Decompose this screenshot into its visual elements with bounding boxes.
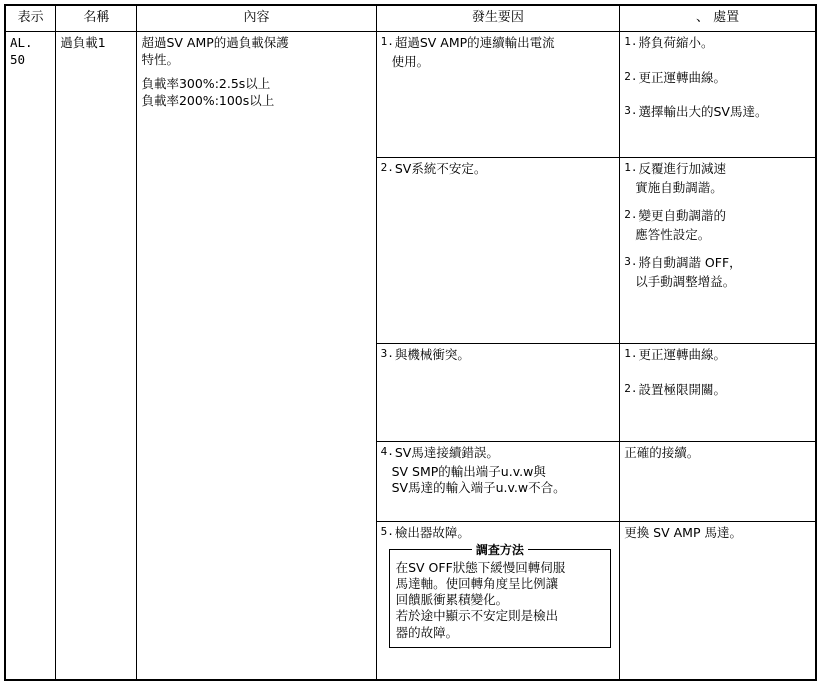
content-line-2: 特性。 bbox=[141, 51, 179, 67]
action-text: 將自動調諧 OFF， bbox=[638, 255, 742, 270]
table-body bbox=[5, 32, 816, 681]
action-number: 1. bbox=[624, 161, 638, 174]
action-text: 將負荷縮小。 bbox=[638, 35, 714, 50]
action-number: 1. bbox=[624, 347, 638, 360]
table-header bbox=[5, 5, 816, 32]
cell-action bbox=[620, 32, 816, 158]
action-number: 2. bbox=[624, 381, 638, 395]
cause-number: 4. bbox=[380, 445, 394, 458]
cell-alarm-name: 過負載1 bbox=[56, 32, 137, 681]
investigation-line: 器的故障。 bbox=[395, 624, 459, 640]
cell-cause bbox=[376, 442, 620, 522]
cause-text: 與機械衝突。 bbox=[394, 347, 470, 362]
cause-text: SV馬達接續錯誤。 bbox=[394, 445, 499, 460]
action-number: 1. bbox=[624, 35, 638, 48]
investigation-line: 馬達軸。使回轉角度呈比例讓 bbox=[395, 575, 559, 591]
investigation-line: 回饋脈衝累積變化。 bbox=[395, 592, 509, 607]
cause-text: SV系統不安定。 bbox=[394, 161, 487, 176]
action-number: 3. bbox=[624, 255, 638, 268]
action-text: 選擇輸出大的SV馬達。 bbox=[638, 104, 768, 119]
action-text: 變更自動調諧的 bbox=[638, 208, 726, 223]
action-text-cont: 實施自動調諧。 bbox=[635, 179, 723, 195]
action-text-cont: 應答性設定。 bbox=[635, 226, 711, 242]
cell-cause bbox=[376, 522, 620, 681]
action-text: 更正運轉曲線。 bbox=[638, 347, 726, 362]
cell-cause bbox=[376, 32, 620, 158]
cell-cause bbox=[376, 344, 620, 442]
cause-text: 檢出器故障。 bbox=[394, 525, 470, 540]
column-header-name: 名稱 bbox=[56, 5, 137, 32]
action-text: 反覆進行加減速 bbox=[638, 161, 726, 176]
action-text: 設置極限開關。 bbox=[638, 381, 726, 397]
column-header-content: 內容 bbox=[137, 5, 376, 32]
cause-number: 5. bbox=[380, 525, 394, 538]
table-row bbox=[5, 32, 816, 158]
action-text-cont: 以手動調整增益。 bbox=[635, 273, 736, 289]
column-header-action: 、 處置 bbox=[620, 5, 816, 32]
cause-text-cont: SV馬達的輸入端子u.v.w不合。 bbox=[391, 480, 566, 495]
cell-action bbox=[620, 522, 816, 681]
action-number: 2. bbox=[624, 69, 638, 83]
cause-number: 2. bbox=[380, 161, 394, 174]
cause-number: 1. bbox=[380, 35, 394, 48]
cell-action bbox=[620, 344, 816, 442]
cell-content bbox=[137, 32, 376, 681]
cause-number: 3. bbox=[380, 347, 394, 360]
investigation-line: 在SV OFF狀態下緩慢回轉伺服 bbox=[395, 559, 566, 575]
cause-text-cont: 使用。 bbox=[391, 53, 430, 69]
alarm-table bbox=[4, 4, 817, 681]
cause-text-cont: SV SMP的輸出端子u.v.w與 bbox=[391, 463, 546, 479]
action-text: 更正運轉曲線。 bbox=[638, 69, 726, 85]
table-header-row bbox=[5, 5, 816, 32]
cell-action bbox=[620, 442, 816, 522]
action-number: 3. bbox=[624, 104, 638, 117]
column-header-cause: 發生要因 bbox=[376, 5, 620, 32]
investigation-line: 若於途中顯示不安定則是檢出 bbox=[395, 608, 559, 624]
investigation-box bbox=[389, 542, 612, 648]
content-line-4: 負載率200%:100s以上 bbox=[141, 92, 275, 108]
cell-action bbox=[620, 158, 816, 344]
investigation-title: 調查方法 bbox=[390, 542, 611, 559]
content-line-3: 負載率300%:2.5s以上 bbox=[141, 76, 271, 91]
cell-cause bbox=[376, 158, 620, 344]
cell-display-code: AL. 50 bbox=[5, 32, 56, 681]
cause-text: 超過SV AMP的連續輸出電流 bbox=[394, 35, 555, 50]
action-text: 更換 SV AMP 馬達。 bbox=[624, 525, 742, 540]
action-text: 正確的接續。 bbox=[624, 445, 700, 460]
content-line-1: 超過SV AMP的過負載保護 bbox=[141, 35, 289, 50]
action-number: 2. bbox=[624, 208, 638, 221]
column-header-display: 表示 bbox=[5, 5, 56, 32]
